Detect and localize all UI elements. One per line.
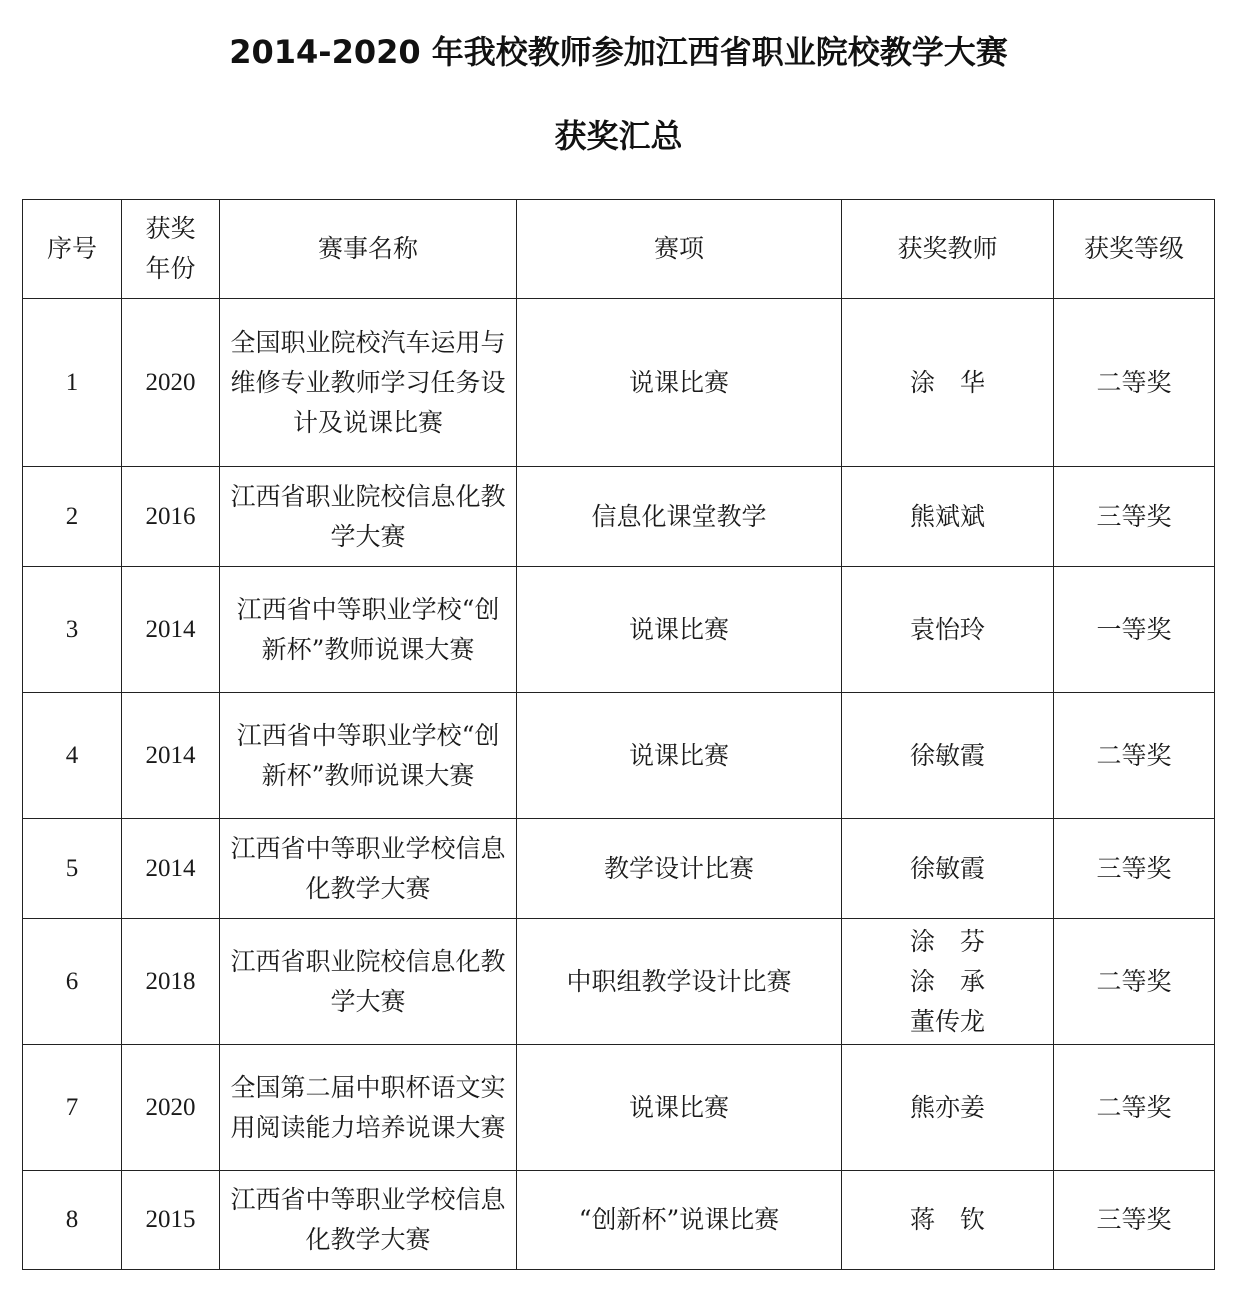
row-competition: 江西省职业院校信息化教学大赛 xyxy=(220,467,517,567)
row-level: 一等奖 xyxy=(1054,567,1215,693)
header-year-line2: 年份 xyxy=(145,254,196,283)
header-competition: 赛事名称 xyxy=(220,200,517,299)
row-index: 3 xyxy=(23,567,122,693)
row-index: 1 xyxy=(23,299,122,467)
row-index: 6 xyxy=(23,919,122,1045)
row-teacher xyxy=(842,1045,1054,1171)
table-row xyxy=(23,919,1215,1045)
row-level: 二等奖 xyxy=(1054,299,1215,467)
row-level: 三等奖 xyxy=(1054,467,1215,567)
header-event: 赛项 xyxy=(517,200,842,299)
awards-table xyxy=(22,199,1215,1270)
row-competition: 江西省中等职业学校“创新杯”教师说课大赛 xyxy=(220,567,517,693)
table-row xyxy=(23,467,1215,567)
row-competition: 江西省中等职业学校“创新杯”教师说课大赛 xyxy=(220,693,517,819)
page-subtitle: 获奖汇总 xyxy=(554,117,683,155)
row-event: 中职组教学设计比赛 xyxy=(517,919,842,1045)
row-teacher xyxy=(842,299,1054,467)
header-index: 序号 xyxy=(23,200,122,299)
row-year: 2015 xyxy=(122,1171,220,1270)
row-competition: 江西省中等职业学校信息化教学大赛 xyxy=(220,819,517,919)
teacher-name: 董传龙 xyxy=(909,1006,985,1036)
row-year: 2018 xyxy=(122,919,220,1045)
table-row xyxy=(23,819,1215,919)
row-event: 说课比赛 xyxy=(517,693,842,819)
row-level: 二等奖 xyxy=(1054,1045,1215,1171)
row-index: 4 xyxy=(23,693,122,819)
teacher-name: 涂 芬 xyxy=(909,926,985,956)
row-competition: 江西省职业院校信息化教学大赛 xyxy=(220,919,517,1045)
row-teacher xyxy=(842,467,1054,567)
teacher-name: 熊亦姜 xyxy=(909,1092,985,1122)
row-event: “创新杯”说课比赛 xyxy=(517,1171,842,1270)
row-teacher xyxy=(842,567,1054,693)
row-year: 2014 xyxy=(122,567,220,693)
table-row xyxy=(23,1171,1215,1270)
row-teacher xyxy=(842,919,1054,1045)
row-event: 教学设计比赛 xyxy=(517,819,842,919)
row-year: 2020 xyxy=(122,299,220,467)
row-year: 2020 xyxy=(122,1045,220,1171)
row-level: 三等奖 xyxy=(1054,819,1215,919)
row-year: 2014 xyxy=(122,819,220,919)
row-index: 2 xyxy=(23,467,122,567)
row-event: 说课比赛 xyxy=(517,299,842,467)
row-year: 2016 xyxy=(122,467,220,567)
teacher-name: 徐敏霞 xyxy=(909,853,985,883)
row-level: 二等奖 xyxy=(1054,693,1215,819)
row-index: 7 xyxy=(23,1045,122,1171)
row-competition: 全国职业院校汽车运用与维修专业教师学习任务设计及说课比赛 xyxy=(220,299,517,467)
row-year: 2014 xyxy=(122,693,220,819)
teacher-name: 涂 华 xyxy=(909,367,985,397)
row-teacher xyxy=(842,1171,1054,1270)
header-teacher: 获奖教师 xyxy=(842,200,1054,299)
teacher-name: 蒋 钦 xyxy=(909,1205,985,1234)
row-event: 说课比赛 xyxy=(517,1045,842,1171)
table-header-row xyxy=(23,200,1215,299)
teacher-name: 涂 承 xyxy=(909,966,985,996)
header-level: 获奖等级 xyxy=(1054,200,1215,299)
row-teacher xyxy=(842,693,1054,819)
header-year xyxy=(122,200,220,299)
table-row xyxy=(23,693,1215,819)
row-level: 三等奖 xyxy=(1054,1171,1215,1270)
table-row xyxy=(23,1045,1215,1171)
row-index: 5 xyxy=(23,819,122,919)
row-event: 说课比赛 xyxy=(517,567,842,693)
row-event: 信息化课堂教学 xyxy=(517,467,842,567)
table-row xyxy=(23,299,1215,467)
teacher-name: 袁怡玲 xyxy=(909,614,985,644)
row-level: 二等奖 xyxy=(1054,919,1215,1045)
row-competition: 全国第二届中职杯语文实用阅读能力培养说课大赛 xyxy=(220,1045,517,1171)
header-year-line1: 获奖 xyxy=(145,214,196,243)
row-index: 8 xyxy=(23,1171,122,1270)
row-competition: 江西省中等职业学校信息化教学大赛 xyxy=(220,1171,517,1270)
page-title: 2014-2020 年我校教师参加江西省职业院校教学大赛 xyxy=(229,33,1008,71)
teacher-name: 熊斌斌 xyxy=(909,501,985,531)
row-teacher xyxy=(842,819,1054,919)
table-row xyxy=(23,567,1215,693)
teacher-name: 徐敏霞 xyxy=(909,740,985,770)
